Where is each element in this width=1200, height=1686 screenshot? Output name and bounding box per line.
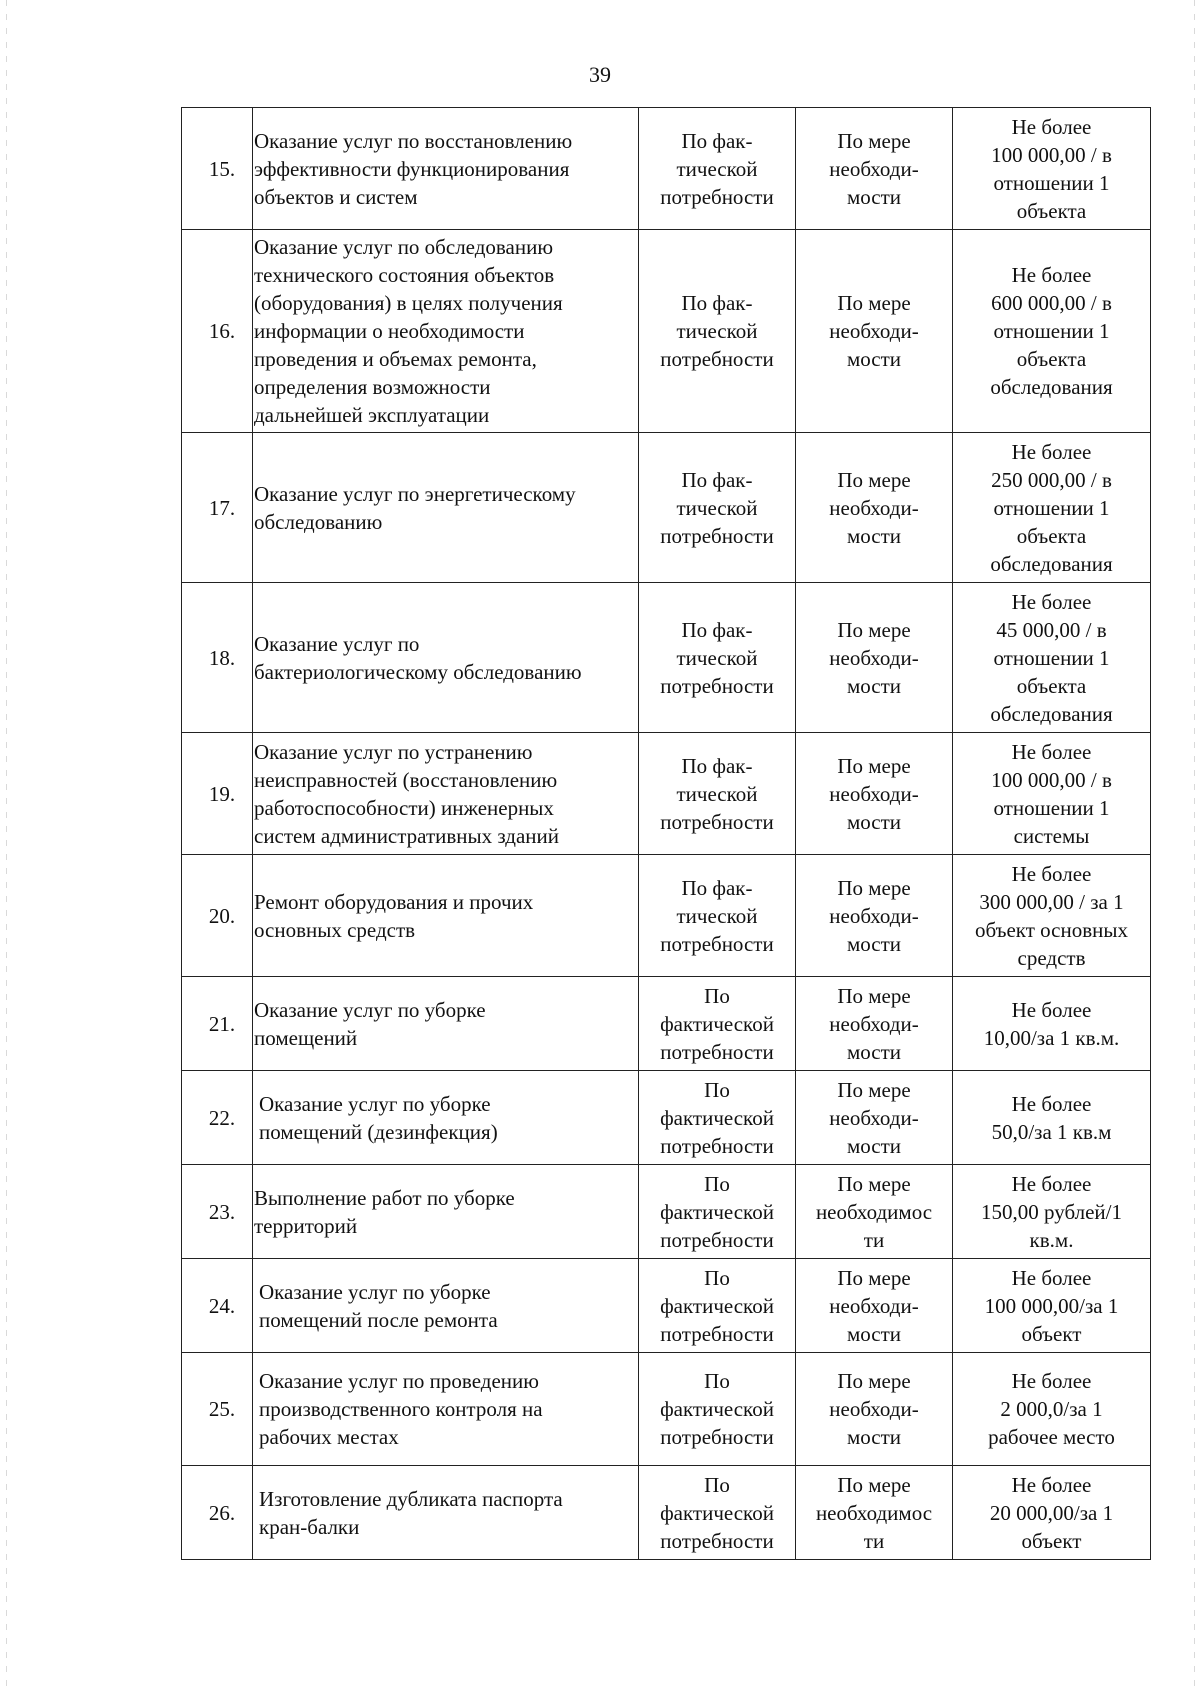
price-limit-cell-line: отношении 1 bbox=[993, 319, 1110, 343]
table-row bbox=[182, 1259, 1151, 1353]
service-description bbox=[253, 733, 639, 855]
price-limit-cell bbox=[953, 433, 1151, 583]
frequency-cell bbox=[796, 583, 953, 733]
service-description-line: Оказание услуг по устранению bbox=[254, 739, 533, 764]
frequency-cell bbox=[796, 108, 953, 230]
service-description-line: систем административных зданий bbox=[254, 823, 560, 848]
price-limit-cell-line: объекта bbox=[1016, 523, 1087, 548]
price-limit-cell-line: Не более bbox=[1011, 439, 1092, 464]
service-description-line: Оказание услуг по bbox=[254, 631, 420, 656]
price-limit-cell-line: отношении 1 bbox=[993, 170, 1110, 195]
quantity-cell-line: По bbox=[704, 1077, 730, 1102]
price-limit-cell-line: объекта bbox=[1016, 347, 1087, 371]
service-description-line: Ремонт оборудования и прочих bbox=[254, 889, 534, 914]
frequency-cell-line: необходи- bbox=[829, 319, 919, 343]
service-description-line: проведения и объемах ремонта, bbox=[254, 347, 537, 371]
quantity-cell-line: фактической bbox=[660, 1397, 774, 1421]
table-row bbox=[182, 583, 1151, 733]
price-limit-cell bbox=[953, 1466, 1151, 1560]
frequency-cell bbox=[796, 733, 953, 855]
table-row bbox=[182, 230, 1151, 433]
price-limit-cell-line: обследования bbox=[990, 701, 1113, 726]
quantity-cell bbox=[639, 108, 796, 230]
quantity-cell-line: потребности bbox=[660, 1133, 774, 1158]
service-description bbox=[253, 1466, 639, 1560]
quantity-cell bbox=[639, 977, 796, 1071]
row-number: 16. bbox=[182, 230, 253, 433]
table-body bbox=[182, 108, 1151, 1560]
price-limit-cell-line: объект bbox=[1021, 1528, 1082, 1553]
service-description-line: определения возможности bbox=[254, 375, 491, 399]
quantity-cell bbox=[639, 230, 796, 433]
quantity-cell bbox=[639, 1165, 796, 1259]
frequency-cell-line: мости bbox=[846, 1425, 902, 1449]
quantity-cell-line: тической bbox=[676, 156, 758, 181]
frequency-cell-line: По мере bbox=[837, 1472, 911, 1497]
quantity-cell-line: тической bbox=[676, 495, 758, 520]
service-description-line: Оказание услуг по обследованию bbox=[254, 235, 554, 259]
frequency-cell-line: По мере bbox=[837, 1077, 911, 1102]
quantity-cell-line: По фак- bbox=[681, 875, 753, 900]
row-number: 22. bbox=[182, 1071, 253, 1165]
service-description-line: кран-балки bbox=[259, 1514, 360, 1539]
frequency-cell-line: По мере bbox=[837, 1171, 911, 1196]
price-limit-cell-line: Не более bbox=[1011, 997, 1092, 1022]
quantity-cell-line: потребности bbox=[660, 1425, 774, 1449]
service-description-line: Оказание услуг по уборке bbox=[259, 1279, 491, 1304]
row-number: 19. bbox=[182, 733, 253, 855]
frequency-cell-line: По мере bbox=[837, 875, 911, 900]
frequency-cell bbox=[796, 1353, 953, 1466]
quantity-cell-line: потребности bbox=[660, 809, 774, 834]
price-limit-cell-line: отношении 1 bbox=[993, 495, 1110, 520]
price-limit-cell-line: объекта bbox=[1016, 673, 1087, 698]
quantity-cell-line: потребности bbox=[660, 1528, 774, 1553]
price-limit-cell-line: объекта bbox=[1016, 198, 1087, 223]
price-limit-cell bbox=[953, 108, 1151, 230]
quantity-cell bbox=[639, 1353, 796, 1466]
frequency-cell bbox=[796, 1165, 953, 1259]
quantity-cell-line: тической bbox=[676, 781, 758, 806]
table-row bbox=[182, 1071, 1151, 1165]
row-number: 24. bbox=[182, 1259, 253, 1353]
price-limit-cell-line: 50,0/за 1 кв.м bbox=[991, 1119, 1112, 1144]
price-limit-cell-line: 10,00/за 1 кв.м. bbox=[983, 1025, 1120, 1050]
frequency-cell-line: По мере bbox=[837, 753, 911, 778]
quantity-cell-line: потребности bbox=[660, 347, 774, 371]
quantity-cell bbox=[639, 1259, 796, 1353]
row-number: 25. bbox=[182, 1353, 253, 1466]
price-limit-cell-line: Не более bbox=[1011, 1091, 1092, 1116]
service-description-line: территорий bbox=[254, 1213, 358, 1238]
quantity-cell bbox=[639, 433, 796, 583]
frequency-cell-line: необходи- bbox=[829, 1011, 919, 1036]
service-description-line: работоспособности) инженерных bbox=[254, 795, 554, 820]
price-limit-cell-line: Не более bbox=[1011, 1171, 1092, 1196]
price-limit-cell bbox=[953, 1165, 1151, 1259]
frequency-cell bbox=[796, 977, 953, 1071]
frequency-cell-line: мости bbox=[846, 184, 902, 209]
quantity-cell-line: потребности bbox=[660, 1039, 774, 1064]
quantity-cell-line: фактической bbox=[660, 1500, 774, 1525]
quantity-cell-line: фактической bbox=[660, 1011, 774, 1036]
row-number: 26. bbox=[182, 1466, 253, 1560]
service-description bbox=[253, 433, 639, 583]
frequency-cell-line: необходи- bbox=[829, 781, 919, 806]
service-description bbox=[253, 230, 639, 433]
price-limit-cell-line: Не более bbox=[1011, 739, 1092, 764]
frequency-cell-line: необходимос bbox=[815, 1500, 933, 1525]
services-table bbox=[181, 107, 1151, 1560]
table-row bbox=[182, 1165, 1151, 1259]
quantity-cell-line: потребности bbox=[660, 1227, 774, 1252]
frequency-cell-line: мости bbox=[846, 673, 902, 698]
price-limit-cell bbox=[953, 1071, 1151, 1165]
price-limit-cell bbox=[953, 855, 1151, 977]
quantity-cell-line: По фак- bbox=[681, 128, 753, 153]
table-row bbox=[182, 1353, 1151, 1466]
quantity-cell-line: По фак- bbox=[681, 291, 753, 315]
quantity-cell-line: тической bbox=[676, 903, 758, 928]
frequency-cell-line: По мере bbox=[837, 617, 911, 642]
service-description-line: неисправностей (восстановлению bbox=[254, 767, 558, 792]
quantity-cell-line: По bbox=[704, 1171, 730, 1196]
frequency-cell bbox=[796, 230, 953, 433]
price-limit-cell-line: Не более bbox=[1011, 263, 1092, 287]
quantity-cell-line: По bbox=[704, 1265, 730, 1290]
price-limit-cell-line: Не более bbox=[1011, 861, 1092, 886]
frequency-cell-line: мости bbox=[846, 1321, 902, 1346]
table-row bbox=[182, 1466, 1151, 1560]
service-description-line: помещений после ремонта bbox=[259, 1307, 498, 1332]
service-description-line: основных средств bbox=[254, 917, 416, 942]
price-limit-cell-line: 2 000,0/за 1 bbox=[1000, 1397, 1103, 1421]
service-description-line: Оказание услуг по проведению bbox=[259, 1369, 539, 1393]
service-description-line: Выполнение работ по уборке bbox=[254, 1185, 515, 1210]
service-description-line: эффективности функционирования bbox=[254, 156, 570, 181]
price-limit-cell-line: 100 000,00 / в bbox=[991, 142, 1112, 167]
frequency-cell-line: необходи- bbox=[829, 1293, 919, 1318]
quantity-cell-line: По фак- bbox=[681, 617, 753, 642]
service-description-line: бактериологическому обследованию bbox=[254, 659, 582, 684]
frequency-cell-line: По мере bbox=[837, 1369, 911, 1393]
price-limit-cell-line: кв.м. bbox=[1029, 1227, 1074, 1252]
frequency-cell-line: необходи- bbox=[829, 903, 919, 928]
frequency-cell-line: По мере bbox=[837, 467, 911, 492]
price-limit-cell-line: 45 000,00 / в bbox=[996, 617, 1107, 642]
frequency-cell-line: мости bbox=[846, 347, 902, 371]
quantity-cell-line: По bbox=[704, 1369, 730, 1393]
quantity-cell bbox=[639, 733, 796, 855]
frequency-cell bbox=[796, 855, 953, 977]
quantity-cell-line: фактической bbox=[660, 1105, 774, 1130]
frequency-cell-line: По мере bbox=[837, 291, 911, 315]
service-description-line: технического состояния объектов bbox=[254, 263, 555, 287]
price-limit-cell-line: Не более bbox=[1011, 1265, 1092, 1290]
quantity-cell-line: По bbox=[704, 1472, 730, 1497]
quantity-cell-line: потребности bbox=[660, 931, 774, 956]
price-limit-cell-line: отношении 1 bbox=[993, 645, 1110, 670]
price-limit-cell-line: 100 000,00/за 1 bbox=[984, 1293, 1119, 1318]
frequency-cell-line: По мере bbox=[837, 128, 911, 153]
frequency-cell bbox=[796, 1466, 953, 1560]
frequency-cell-line: необходи- bbox=[829, 1397, 919, 1421]
table-row bbox=[182, 977, 1151, 1071]
service-description-line: объектов и систем bbox=[254, 184, 418, 209]
service-description bbox=[253, 108, 639, 230]
price-limit-cell bbox=[953, 977, 1151, 1071]
service-description bbox=[253, 977, 639, 1071]
row-number: 23. bbox=[182, 1165, 253, 1259]
service-description-line: помещений (дезинфекция) bbox=[259, 1119, 498, 1144]
service-description-line: Оказание услуг по восстановлению bbox=[254, 128, 573, 153]
service-description-line: дальнейшей эксплуатации bbox=[254, 403, 490, 427]
frequency-cell-line: мости bbox=[846, 523, 902, 548]
price-limit-cell bbox=[953, 733, 1151, 855]
scan-edge-left bbox=[6, 0, 7, 1686]
service-description-line: производственного контроля на bbox=[259, 1397, 543, 1421]
row-number: 18. bbox=[182, 583, 253, 733]
price-limit-cell-line: Не более bbox=[1011, 1472, 1092, 1497]
service-description bbox=[253, 583, 639, 733]
quantity-cell-line: фактической bbox=[660, 1199, 774, 1224]
quantity-cell bbox=[639, 583, 796, 733]
table-row bbox=[182, 433, 1151, 583]
row-number: 15. bbox=[182, 108, 253, 230]
frequency-cell-line: мости bbox=[846, 931, 902, 956]
scan-edge-right bbox=[1194, 0, 1195, 1686]
price-limit-cell-line: Не более bbox=[1011, 114, 1092, 139]
quantity-cell-line: По фак- bbox=[681, 753, 753, 778]
price-limit-cell-line: рабочее место bbox=[988, 1425, 1115, 1449]
row-number: 20. bbox=[182, 855, 253, 977]
price-limit-cell-line: объект основных bbox=[974, 917, 1129, 942]
price-limit-cell-line: обследования bbox=[990, 551, 1113, 576]
price-limit-cell-line: средств bbox=[1017, 945, 1086, 970]
price-limit-cell-line: обследования bbox=[990, 375, 1113, 399]
service-description bbox=[253, 1353, 639, 1466]
service-description-line: информации о необходимости bbox=[254, 319, 525, 343]
row-number: 21. bbox=[182, 977, 253, 1071]
price-limit-cell-line: 20 000,00/за 1 bbox=[989, 1500, 1114, 1525]
table-row bbox=[182, 733, 1151, 855]
frequency-cell-line: мости bbox=[846, 1133, 902, 1158]
quantity-cell-line: тической bbox=[676, 645, 758, 670]
price-limit-cell-line: Не более bbox=[1011, 1369, 1092, 1393]
row-number: 17. bbox=[182, 433, 253, 583]
price-limit-cell bbox=[953, 230, 1151, 433]
price-limit-cell-line: 600 000,00 / в bbox=[991, 291, 1112, 315]
frequency-cell-line: необходи- bbox=[829, 1105, 919, 1130]
quantity-cell-line: потребности bbox=[660, 673, 774, 698]
frequency-cell-line: По мере bbox=[837, 1265, 911, 1290]
quantity-cell-line: По bbox=[704, 983, 730, 1008]
service-description-line: Оказание услуг по энергетическому bbox=[254, 481, 576, 506]
frequency-cell-line: необходимос bbox=[815, 1199, 933, 1224]
price-limit-cell-line: 300 000,00 / за 1 bbox=[979, 889, 1124, 914]
service-description-line: Оказание услуг по уборке bbox=[254, 997, 486, 1022]
service-description-line: Оказание услуг по уборке bbox=[259, 1091, 491, 1116]
quantity-cell bbox=[639, 855, 796, 977]
price-limit-cell-line: объект bbox=[1021, 1321, 1082, 1346]
quantity-cell-line: потребности bbox=[660, 1321, 774, 1346]
price-limit-cell-line: 100 000,00 / в bbox=[991, 767, 1112, 792]
frequency-cell-line: мости bbox=[846, 1039, 902, 1064]
table-row bbox=[182, 108, 1151, 230]
quantity-cell-line: потребности bbox=[660, 184, 774, 209]
frequency-cell bbox=[796, 1259, 953, 1353]
service-description-line: обследованию bbox=[254, 509, 383, 534]
service-description-line: помещений bbox=[254, 1025, 358, 1050]
price-limit-cell-line: отношении 1 bbox=[993, 795, 1110, 820]
service-description-line: (оборудования) в целях получения bbox=[254, 291, 563, 315]
price-limit-cell bbox=[953, 1353, 1151, 1466]
frequency-cell-line: мости bbox=[846, 809, 902, 834]
price-limit-cell bbox=[953, 1259, 1151, 1353]
quantity-cell-line: фактической bbox=[660, 1293, 774, 1318]
frequency-cell bbox=[796, 433, 953, 583]
quantity-cell-line: тической bbox=[676, 319, 758, 343]
quantity-cell-line: По фак- bbox=[681, 467, 753, 492]
service-description bbox=[253, 1165, 639, 1259]
table-row bbox=[182, 855, 1151, 977]
quantity-cell bbox=[639, 1466, 796, 1560]
quantity-cell bbox=[639, 1071, 796, 1165]
service-description-line: рабочих местах bbox=[259, 1425, 399, 1449]
quantity-cell-line: потребности bbox=[660, 523, 774, 548]
frequency-cell-line: По мере bbox=[837, 983, 911, 1008]
price-limit-cell-line: 150,00 рублей/1 bbox=[981, 1199, 1122, 1224]
service-description-line: Изготовление дубликата паспорта bbox=[259, 1486, 563, 1511]
price-limit-cell bbox=[953, 583, 1151, 733]
service-description bbox=[253, 1259, 639, 1353]
service-description bbox=[253, 1071, 639, 1165]
frequency-cell-line: необходи- bbox=[829, 495, 919, 520]
service-description bbox=[253, 855, 639, 977]
price-limit-cell-line: Не более bbox=[1011, 589, 1092, 614]
frequency-cell-line: необходи- bbox=[829, 645, 919, 670]
price-limit-cell-line: 250 000,00 / в bbox=[991, 467, 1112, 492]
frequency-cell-line: ти bbox=[863, 1528, 885, 1553]
frequency-cell-line: необходи- bbox=[829, 156, 919, 181]
frequency-cell-line: ти bbox=[863, 1227, 885, 1252]
page-number: 39 bbox=[589, 62, 611, 87]
price-limit-cell-line: системы bbox=[1013, 823, 1090, 848]
frequency-cell bbox=[796, 1071, 953, 1165]
